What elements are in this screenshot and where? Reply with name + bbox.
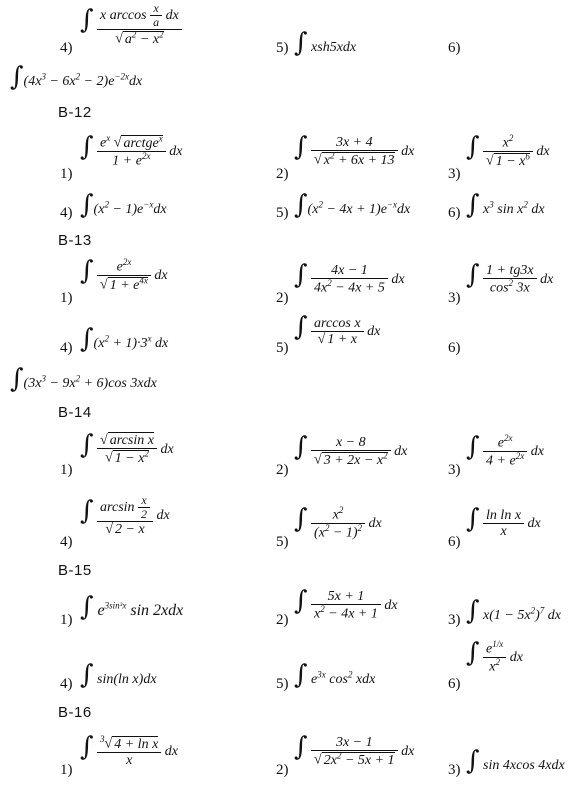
variant-title: B-14 [58, 404, 92, 421]
integral-b13-1: ∫ $\frac{e^{2x}}{√ 1 + e^{4x}}$ dx [80, 256, 168, 293]
item-number: 4) [60, 676, 73, 692]
item-number: 6) [448, 534, 461, 550]
item-number: 6) [448, 40, 461, 56]
item-number: 4) [60, 340, 73, 356]
integral-top-4 [80, 2, 182, 47]
integral-b12-5: $\int(x^2 - 4x + 1)e^{-x}dx$ [294, 190, 411, 220]
integral-b12-6: ∫ $x^3$ $\sin x^2$ dx [466, 190, 545, 220]
item-number: 2) [276, 762, 289, 778]
integral-b14-4: ∫ arcsin $\frac{x}{2}$ √ 2 − x dx [80, 493, 170, 538]
integral-b16-2: ∫ $\frac{3x - 1}{√ 2x^2 - 5x + 1}$ dx [294, 732, 415, 769]
item-number: 4) [60, 205, 73, 221]
integral-b13-5: ∫ $\frac{\text{arccos x}}{√ 1 + x}$ dx [294, 312, 381, 348]
item-number: 2) [276, 612, 289, 628]
integral-b13-4: $\int(x^2 + 1)\cdot 3^x$ dx [80, 324, 169, 354]
integral-b13-extra: $\int(3x^3 - 9x^2 + 6)\cos$ 3xdx [10, 364, 157, 394]
item-number: 1) [60, 290, 73, 306]
item-number: 3) [448, 166, 461, 182]
integral-top-5: ∫ xsh5xdx [294, 28, 357, 58]
variant-title: B-12 [58, 104, 92, 121]
variant-title: B-13 [58, 232, 92, 249]
integral-b14-3: ∫ $\frac{e^{2x}}{4 + e^{2x}}$ dx [466, 432, 544, 469]
integral-b15-5: ∫ $e^{3x}$ $\cos^2$ xdx [294, 660, 376, 690]
item-number: 5) [276, 40, 289, 56]
item-number: 3) [448, 290, 461, 306]
item-number: 5) [276, 534, 289, 550]
integral-b15-6: ∫ $\frac{e^{1/x}}{x^2}$ dx [466, 638, 523, 675]
integral-b12-1: ∫ $\frac{e^x √ arctge^x}{1 + e^{2x}}$ dx [80, 132, 183, 169]
integral-b12-3: ∫ $\frac{x^2}{√ 1 - x^6}$ dx [466, 132, 550, 169]
item-number: 3) [448, 462, 461, 478]
item-number: 1) [60, 612, 73, 628]
item-number: 6) [448, 205, 461, 221]
item-number: 5) [276, 340, 289, 356]
integral-b14-5: ∫ $\frac{x^2}{(x^2 - 1)^2}$ dx [294, 504, 382, 541]
variant-title: B-16 [58, 704, 92, 721]
integral-b15-3: ∫ $x(1 - 5x^2)^7$ dx [466, 596, 561, 626]
variant-title: B-15 [58, 562, 92, 579]
integral-b15-2: ∫ $\frac{5x + 1}{x^2 - 4x + 1}$ dx [294, 586, 398, 623]
integral-b13-3: ∫ $\frac{1 + tg3x}{\cos^2 3x}$ dx [466, 260, 554, 297]
integral-b14-6: ∫ $\frac{\text{ln ln x}}{x}$ dx [466, 504, 541, 540]
integral-b16-1: ∫ $\frac{^3√ 4 + \ln x}{x}$ dx [80, 732, 179, 769]
item-number: 5) [276, 205, 289, 221]
item-number: 3) [448, 762, 461, 778]
integral-b12-2: ∫ $\frac{3x + 4}{√ x^2 + 6x + 13}$ dx [294, 132, 415, 169]
integral-top-extra: $\int(4x^3 - 6x^2 - 2)e^{-2x}dx$ [10, 62, 143, 92]
item-number: 5) [276, 676, 289, 692]
item-number: 2) [276, 166, 289, 182]
integral-b14-1: ∫ $\frac{\text{√ arcsin x}}{√ 1 - x^2}$ dx [80, 430, 174, 467]
integral-b14-2: ∫ $\frac{x - 8}{√ 3 + 2x - x^2}$ dx [294, 432, 408, 469]
integral-b13-2: ∫ $\frac{4x - 1}{4x^2 - 4x + 5}$ dx [294, 260, 405, 297]
item-number: 6) [448, 340, 461, 356]
item-number: 1) [60, 462, 73, 478]
item-number: 1) [60, 166, 73, 182]
integral-b15-1: ∫ $e^{3sin^3x}$ sin 2xdx [80, 592, 184, 622]
item-number: 3) [448, 612, 461, 628]
item-number: 2) [276, 462, 289, 478]
integral-b16-3: ∫ sin 4xcos 4xdx [466, 746, 565, 776]
item-number: 2) [276, 290, 289, 306]
item-number: 1) [60, 762, 73, 778]
item-number: 6) [448, 676, 461, 692]
integral-b15-4: ∫ sin(ln x)dx [80, 660, 157, 690]
item-number: 4) [60, 40, 73, 56]
item-number: 4) [60, 534, 73, 550]
fraction: x arccos $\frac{x}{a}$ dx √ $a^2 - x^2$ [97, 2, 182, 47]
integral-sign: ∫ [80, 4, 94, 35]
integral-b12-4: $\int(x^2 - 1)e^{-x}dx$ [80, 190, 167, 220]
